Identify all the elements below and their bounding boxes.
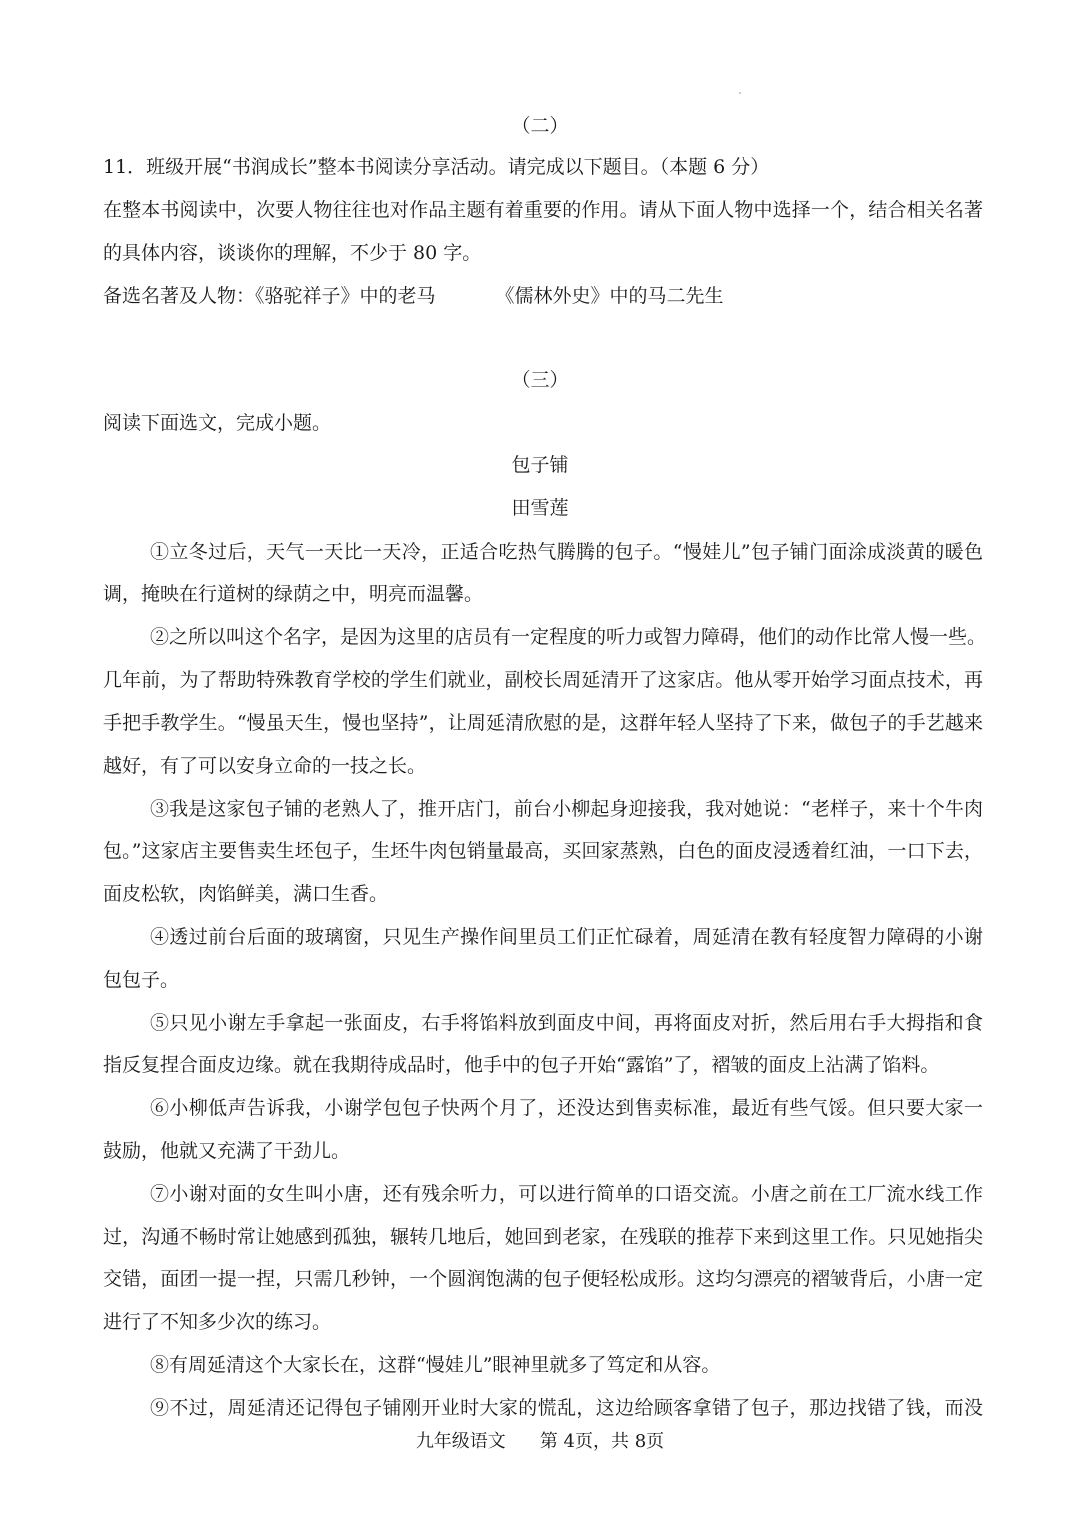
section-3-heading: （三）	[511, 369, 569, 391]
p6-line-2: 鼓励，他就又充满了干劲儿。	[103, 1140, 351, 1162]
p3-line-1: ③我是这家包子铺的老熟人了，推开店门，前台小柳起身迎接我，我对她说：“老样子，来十个牛肉	[150, 798, 983, 820]
p5-line-1: ⑤只见小谢左手拿起一张面皮，右手将馅料放到面皮中间，再将面皮对折，然后用右手大拇指和食	[150, 1012, 983, 1034]
article-author: 田雪莲	[511, 497, 569, 519]
p2-line-2: 几年前，为了帮助特殊教育学校的学生们就业，副校长周延清开了这家店。他从零开始学习面点技术，再	[103, 669, 983, 691]
p7-line-2: 过，沟通不畅时常让她感到孤独，辗转几地后，她回到老家，在残联的推荐下来到这里工作。只见她指尖	[103, 1226, 983, 1248]
page-footer	[0, 1430, 1080, 1454]
p2-line-3: 手把手教学生。“慢虽天生，慢也坚持”，让周延清欣慰的是，这群年轻人坚持了下来，做包子的手艺越来	[103, 712, 983, 734]
p9-line-1: ⑨不过，周延清还记得包子铺刚开业时大家的慌乱，这边给顾客拿错了包子，那边找错了钱，而没	[150, 1397, 983, 1419]
p2-line-4: 越好，有了可以安身立命的一技之长。	[103, 755, 427, 777]
footer-page-number: 第 4页，共 8页	[539, 1431, 665, 1452]
p5-line-2: 指反复捏合面皮边缘。就在我期待成品时，他手中的包子开始“露馅”了，褶皱的面皮上沾满了馅料。	[103, 1054, 940, 1076]
option-2: 《儒林外史》中的马二先生	[495, 285, 724, 307]
article-title: 包子铺	[511, 454, 569, 476]
p3-line-3: 面皮松软，肉馅鲜美，满口生香。	[103, 883, 389, 905]
q11-prompt-line-1: 在整本书阅读中，次要人物往往也对作品主题有着重要的作用。请从下面人物中选择一个，结合相关名著	[103, 199, 983, 221]
p1-line-2: 调，掩映在行道树的绿荫之中，明亮而温馨。	[103, 583, 484, 605]
p6-line-1: ⑥小柳低声告诉我，小谢学包包子快两个月了，还没达到售卖标准，最近有些气馁。但只要大家一	[150, 1097, 983, 1119]
p7-line-3: 交错，面团一提一捏，只需几秒钟，一个圆润饱满的包子便轻松成形。这均匀漂亮的褶皱背后，小唐一定	[103, 1268, 983, 1290]
p4-line-1: ④透过前台后面的玻璃窗，只见生产操作间里员工们正忙碌着，周延清在教有轻度智力障碍的小谢	[150, 926, 983, 948]
p1-line-1: ①立冬过后，天气一天比一天冷，正适合吃热气腾腾的包子。“慢娃儿”包子铺门面涂成淡黄的暖色	[150, 541, 983, 563]
footer-subject: 九年级语文	[415, 1431, 506, 1452]
p4-line-2: 包包子。	[103, 969, 180, 991]
section-2-heading: （二）	[511, 115, 569, 137]
reading-instruction: 阅读下面选文，完成小题。	[103, 412, 332, 434]
q11-options	[103, 284, 983, 308]
p7-line-4: 进行了不知多少次的练习。	[103, 1311, 332, 1333]
scan-speck	[739, 92, 741, 94]
p7-line-1: ⑦小谢对面的女生叫小唐，还有残余听力，可以进行简单的口语交流。小唐之前在工厂流水线工作	[150, 1183, 983, 1205]
option-1: 备选名著及人物：《骆驼祥子》中的老马	[103, 285, 436, 307]
p3-line-2: 包。”这家店主要售卖生坯包子，生坯牛肉包销量最高，买回家蒸熟，白色的面皮浸透着红油，一口下去，	[103, 840, 983, 862]
q11-prompt-line-2: 的具体内容，谈谈你的理解，不少于 80 字。	[103, 242, 482, 264]
p2-line-1: ②之所以叫这个名字，是因为这里的店员有一定程度的听力或智力障碍，他们的动作比常人慢一些。	[150, 626, 987, 648]
p8-line-1: ⑧有周延清这个大家长在，这群“慢娃儿”眼神里就多了笃定和从容。	[150, 1354, 721, 1376]
question-11: 11．班级开展“书润成长”整本书阅读分享活动。请完成以下题目。（本题 6 分）	[103, 156, 770, 178]
